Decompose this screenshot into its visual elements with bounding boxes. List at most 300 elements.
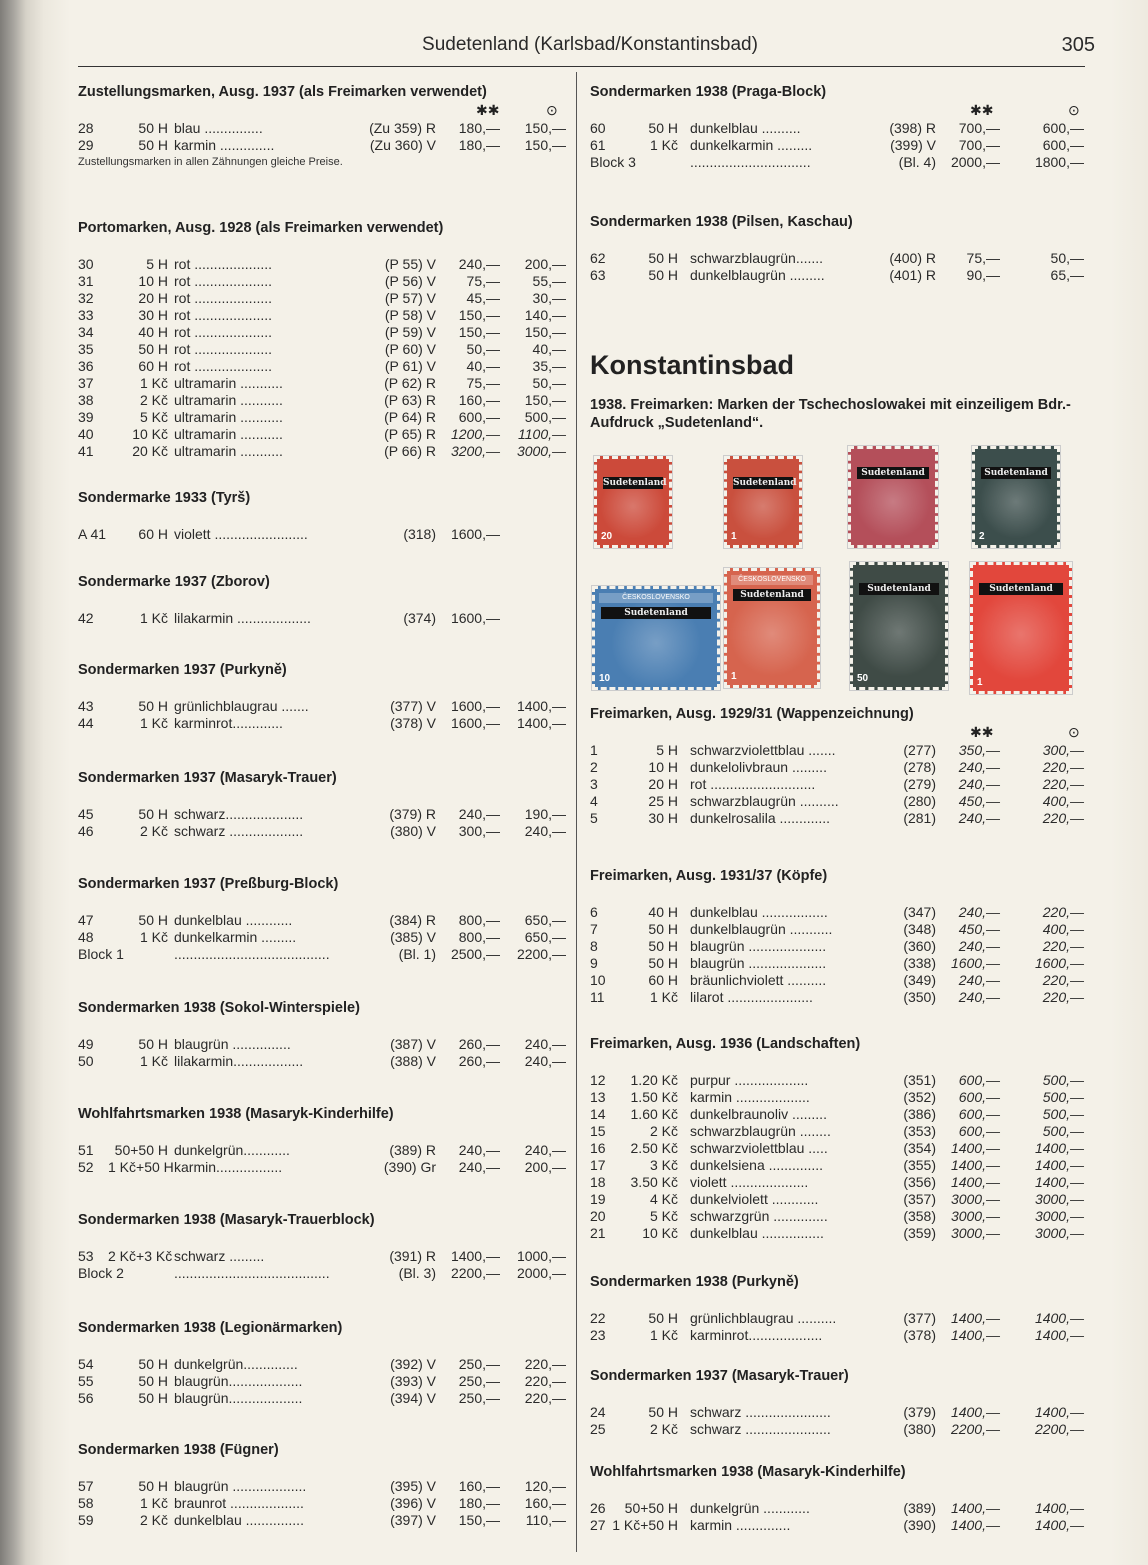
catalog-number: 61 (590, 137, 606, 153)
color-description: dunkelblau .......... (690, 120, 801, 136)
denomination: 1 Kč (139, 1495, 168, 1511)
price-mint: 240,— (958, 989, 1000, 1005)
denomination: 60 H (138, 526, 168, 542)
section-title: Sondermarke 1937 (Zborov) (78, 574, 270, 590)
price-used: 400,— (1042, 793, 1084, 809)
reference-number: (P 64) R (384, 409, 436, 425)
left-section (78, 82, 568, 170)
price-mint: 600,— (458, 409, 500, 425)
section-title: Wohlfahrtsmarken 1938 (Masaryk-Kinderhilfe) (78, 1106, 394, 1122)
reference-number: (378) (903, 1327, 936, 1343)
reference-number: (278) (903, 759, 936, 775)
reference-number: (354) (903, 1140, 936, 1156)
reference-number: (P 55) V (384, 256, 436, 272)
price-used: 1400,— (1034, 1157, 1084, 1173)
catalog-row (78, 409, 568, 426)
price-used: 220,— (1042, 904, 1084, 920)
catalog-number: 21 (590, 1225, 606, 1241)
reference-number: (356) (903, 1174, 936, 1190)
price-mint: 1400,— (950, 1404, 1000, 1420)
denomination: 50+50 H (114, 1142, 168, 1158)
color-description: violett ........................ (174, 526, 308, 542)
color-description: blaugrün ................... (174, 1478, 307, 1494)
price-used: 110,— (525, 1512, 566, 1528)
catalog-row (78, 1495, 568, 1512)
reference-number: (389) (903, 1500, 936, 1516)
catalog-number: 54 (78, 1356, 94, 1372)
price-used: 1400,— (1034, 1140, 1084, 1156)
reference-number: (398) R (889, 120, 936, 136)
reference-number: (395) V (390, 1478, 436, 1494)
denomination: 3.50 Kč (630, 1174, 678, 1190)
denomination: 50 H (648, 120, 678, 136)
denomination: 50 H (138, 1356, 168, 1372)
stamp-overprint: Sudetenland (979, 583, 1063, 595)
price-mint: 3000,— (950, 1208, 1000, 1224)
reference-number: (351) (903, 1072, 936, 1088)
catalog-number: 50 (78, 1053, 94, 1069)
section-title: Sondermarken 1938 (Masaryk-Trauerblock) (78, 1212, 375, 1228)
color-description: blaugrün .................... (690, 955, 827, 971)
price-mint: 1600,— (450, 715, 500, 731)
denomination: 50 H (138, 1036, 168, 1052)
stamp-overprint: Sudetenland (857, 467, 929, 479)
price-mint: 800,— (458, 912, 500, 928)
color-description: schwarzblaugrün .......... (690, 793, 839, 809)
catalog-number: 26 (590, 1500, 606, 1516)
price-mint: 1400,— (950, 1140, 1000, 1156)
color-description: dunkelbraunoliv ......... (690, 1106, 827, 1122)
catalog-number: 22 (590, 1310, 606, 1326)
denomination: 2 Kč+3 Kč (108, 1248, 173, 1264)
catalog-row (78, 307, 568, 324)
left-section (78, 488, 568, 543)
reference-number: (280) (903, 793, 936, 809)
section-title: Freimarken, Ausg. 1936 (Landschaften) (590, 1036, 861, 1052)
color-description: grünlichblaugrau .......... (690, 1310, 837, 1326)
page-number: 305 (1061, 34, 1095, 56)
reference-number: (P 56) V (384, 273, 436, 289)
stamp-image (850, 562, 948, 690)
catalog-number: 42 (78, 610, 94, 626)
catalog-row (78, 1159, 568, 1176)
catalog-row (78, 1248, 568, 1265)
catalog-row (78, 1356, 568, 1373)
price-mint: 160,— (458, 1478, 500, 1494)
catalog-number: 51 (78, 1142, 94, 1158)
catalog-number: 58 (78, 1495, 94, 1511)
stamp-overprint: Sudetenland (733, 589, 811, 601)
price-mint: 2000,— (950, 154, 1000, 170)
color-description: dunkelblau ............ (174, 912, 293, 928)
color-description: blaugrün ............... (174, 1036, 291, 1052)
denomination: 20 Kč (132, 443, 168, 459)
issue-intro-text: 1938. Freimarken: Marken der Tschechoslowakei mit einzeiligem Bdr.-Aufdruck „Sudetenland“. (590, 397, 1071, 431)
catalog-row (78, 1265, 568, 1282)
denomination: 1 Kč (139, 1053, 168, 1069)
catalog-number: 56 (78, 1390, 94, 1406)
stamp-overprint: Sudetenland (733, 478, 797, 488)
denomination: 40 H (648, 904, 678, 920)
stamp-value: 10 (599, 673, 611, 684)
reference-number: (350) (903, 989, 936, 1005)
section-title: Sondermarke 1933 (Tyrš) (78, 490, 251, 506)
stamp-value: 2 (979, 531, 985, 542)
price-mint: 150,— (458, 1512, 500, 1528)
catalog-number: 3 (590, 776, 598, 792)
price-column-marks (590, 724, 1084, 742)
denomination: 50 H (138, 1390, 168, 1406)
denomination: 1 Kč (649, 989, 678, 1005)
denomination: 50 H (138, 806, 168, 822)
price-mint: 1600,— (450, 526, 500, 542)
price-mint: 450,— (958, 793, 1000, 809)
catalog-number: 2 (590, 759, 598, 775)
catalog-number: 20 (590, 1208, 606, 1224)
catalog-number: 48 (78, 929, 94, 945)
catalog-number: 59 (78, 1512, 94, 1528)
catalog-row (590, 1500, 1084, 1517)
color-description: grünlichblaugrau ....... (174, 698, 309, 714)
price-mint: 75,— (966, 250, 1000, 266)
catalog-row (78, 426, 568, 443)
catalog-row (590, 267, 1084, 284)
catalog-row (590, 793, 1084, 810)
price-mint: 1400,— (950, 1500, 1000, 1516)
catalog-number: 1 (590, 742, 598, 758)
price-mint: 600,— (958, 1089, 1000, 1105)
catalog-row (78, 823, 568, 840)
reference-number: (388) V (390, 1053, 436, 1069)
catalog-number: 19 (590, 1191, 606, 1207)
color-description: schwarzgrün .............. (690, 1208, 828, 1224)
color-description: lilarot ...................... (690, 989, 813, 1005)
header-rule (78, 66, 1085, 67)
reference-number: (352) (903, 1089, 936, 1105)
price-mint: 240,— (958, 904, 1000, 920)
reference-number: (393) V (390, 1373, 436, 1389)
price-used: 300,— (1042, 742, 1084, 758)
reference-number: (338) (903, 955, 936, 971)
left-section (78, 1440, 568, 1529)
reference-number: (348) (903, 921, 936, 937)
catalog-row (590, 955, 1084, 972)
reference-number: (P 58) V (384, 307, 436, 323)
price-used: 1000,— (516, 1248, 566, 1264)
denomination: 3 Kč (649, 1157, 678, 1173)
catalog-number: 34 (78, 324, 94, 340)
price-used: 1400,— (1034, 1500, 1084, 1516)
catalog-number: 24 (590, 1404, 606, 1420)
color-description: dunkelkarmin ......... (690, 137, 813, 153)
color-description: ........................................ (174, 946, 330, 962)
reference-number: (P 65) R (384, 426, 436, 442)
price-mint: 240,— (958, 776, 1000, 792)
color-description: schwarzviolettblau ....... (690, 742, 836, 758)
color-description: schwarzblaugrün ........ (690, 1123, 831, 1139)
catalog-number: 44 (78, 715, 94, 731)
denomination: 1 Kč (649, 137, 678, 153)
catalog-number: 29 (78, 137, 94, 153)
reference-number: (399) V (890, 137, 936, 153)
catalog-number: 14 (590, 1106, 606, 1122)
reference-number: (Zu 360) V (369, 137, 436, 153)
price-mint: 240,— (958, 938, 1000, 954)
price-used: 30,— (532, 290, 566, 306)
section-spacer (78, 238, 568, 256)
price-used: 200,— (524, 256, 566, 272)
price-mint: 40,— (466, 358, 500, 374)
section-spacer (78, 1018, 568, 1036)
price-used: 240,— (524, 1142, 566, 1158)
catalog-row (78, 610, 568, 627)
reference-number: (Zu 359) R (369, 120, 436, 136)
price-mint: 45,— (466, 290, 500, 306)
color-description: dunkelblau ................ (690, 1225, 824, 1241)
section-title: Sondermarken 1937 (Masaryk-Trauer) (78, 770, 337, 786)
price-mint: 1600,— (450, 698, 500, 714)
denomination: 5 Kč (649, 1208, 678, 1224)
denomination: 1.20 Kč (630, 1072, 678, 1088)
catalog-row (78, 1390, 568, 1407)
catalog-row (78, 392, 568, 409)
reference-number: (397) V (390, 1512, 436, 1528)
price-mint: 240,— (958, 810, 1000, 826)
price-used: 220,— (1042, 989, 1084, 1005)
price-mint: 260,— (458, 1053, 500, 1069)
denomination: 60 H (648, 972, 678, 988)
price-mint: 350,— (958, 742, 1000, 758)
stamp-overprint: Sudetenland (981, 467, 1051, 479)
right-top-section (590, 212, 1084, 284)
price-used: 3000,— (516, 443, 566, 459)
price-used: 150,— (524, 120, 566, 136)
denomination: 1 Kč+50 H (612, 1517, 678, 1533)
denomination: 1 Kč (139, 715, 168, 731)
catalog-number: 33 (78, 307, 94, 323)
color-description: karminrot............. (174, 715, 283, 731)
color-description: schwarz.................... (174, 806, 304, 822)
catalog-row (78, 715, 568, 732)
catalog-number: 17 (590, 1157, 606, 1173)
catalog-number: 46 (78, 823, 94, 839)
price-used: 220,— (1042, 759, 1084, 775)
color-description: dunkelblaugrün ........... (690, 921, 833, 937)
section-spacer (78, 680, 568, 698)
right-bottom-section (590, 866, 1084, 1006)
color-description: dunkelsiena .............. (690, 1157, 824, 1173)
price-mint: 160,— (458, 392, 500, 408)
denomination: 50+50 H (624, 1500, 678, 1516)
denomination: 50 H (648, 1310, 678, 1326)
catalog-number: 10 (590, 972, 606, 988)
denomination: 50 H (138, 341, 168, 357)
catalog-row (590, 1421, 1084, 1438)
color-description: schwarz ...................... (690, 1421, 831, 1437)
catalog-number: 52 (78, 1159, 94, 1175)
catalog-number: 7 (590, 921, 598, 937)
color-description: ultramarin ........... (174, 392, 283, 408)
color-description: schwarzblaugrün....... (690, 250, 824, 266)
section-title: Sondermarken 1937 (Purkyně) (78, 662, 287, 678)
price-mint: 150,— (458, 307, 500, 323)
color-description: rot .................... (174, 256, 273, 272)
reference-number: (Bl. 4) (898, 154, 936, 170)
stamp-value: 1 (731, 531, 737, 542)
color-description: blau ............... (174, 120, 263, 136)
right-bottom-section (590, 1272, 1084, 1344)
section-title: Freimarken, Ausg. 1929/31 (Wappenzeichnung) (590, 706, 914, 722)
price-used: 150,— (524, 392, 566, 408)
price-mint: 240,— (458, 806, 500, 822)
catalog-row (590, 1310, 1084, 1327)
reference-number: (392) V (390, 1356, 436, 1372)
price-mint: 75,— (466, 375, 500, 391)
catalog-row (590, 972, 1084, 989)
used-mark-icon: ⊙ (546, 102, 558, 118)
denomination: 2 Kč (139, 1512, 168, 1528)
left-section (78, 874, 568, 963)
page-header-title: Sudetenland (Karlsbad/Konstantinsbad) (422, 34, 758, 55)
price-mint: 700,— (958, 120, 1000, 136)
price-used: 3000,— (1034, 1225, 1084, 1241)
denomination: 1 Kč (139, 929, 168, 945)
catalog-row (590, 776, 1084, 793)
price-mint: 240,— (958, 759, 1000, 775)
catalog-row (78, 912, 568, 929)
reference-number: (P 62) R (384, 375, 436, 391)
price-mint: 2200,— (450, 1265, 500, 1281)
color-description: karmin................. (174, 1159, 283, 1175)
denomination: 50 H (648, 955, 678, 971)
denomination: 2 Kč (649, 1421, 678, 1437)
catalog-number: 11 (590, 989, 605, 1005)
reference-number: (385) V (390, 929, 436, 945)
denomination: 30 H (648, 810, 678, 826)
price-used: 500,— (1042, 1123, 1084, 1139)
price-used: 1600,— (1034, 955, 1084, 971)
price-used: 1800,— (1034, 154, 1084, 170)
catalog-number: 23 (590, 1327, 606, 1343)
section-title: Zustellungsmarken, Ausg. 1937 (als Freimarken verwendet) (78, 84, 487, 100)
used-mark-icon: ⊙ (1068, 102, 1080, 118)
denomination: 5 H (656, 742, 678, 758)
price-used: 220,— (524, 1373, 566, 1389)
price-mint: 50,— (466, 341, 500, 357)
reference-number: (359) (903, 1225, 936, 1241)
price-mint: 600,— (958, 1072, 1000, 1088)
denomination: 50 H (648, 938, 678, 954)
reference-number: (P 60) V (384, 341, 436, 357)
price-used: 1400,— (516, 715, 566, 731)
denomination: 50 H (138, 698, 168, 714)
denomination: 50 H (138, 912, 168, 928)
mint-mark: ✱✱ (970, 724, 994, 740)
price-column-marks (78, 102, 568, 120)
denomination: 40 H (138, 324, 168, 340)
denomination: 60 H (138, 358, 168, 374)
catalog-number: 57 (78, 1478, 94, 1494)
section-title: Sondermarken 1938 (Pilsen, Kaschau) (590, 214, 853, 230)
catalog-row (78, 929, 568, 946)
stamp-country-header: ČESKOSLOVENSKO (731, 575, 813, 585)
stamp-value: 1 (977, 677, 983, 688)
price-mint: 180,— (458, 120, 500, 136)
denomination: 2 Kč (139, 823, 168, 839)
price-mint: 75,— (466, 273, 500, 289)
color-description: rot .................... (174, 358, 273, 374)
price-used: 220,— (1042, 938, 1084, 954)
stamp-image (592, 586, 720, 690)
price-used: 500,— (524, 409, 566, 425)
color-description: dunkelgrün............ (174, 1142, 290, 1158)
reference-number: (360) (903, 938, 936, 954)
column-divider (576, 72, 577, 1552)
catalog-row (78, 375, 568, 392)
catalog-number: 40 (78, 426, 94, 442)
catalog-row (78, 698, 568, 715)
catalog-number: 47 (78, 912, 94, 928)
price-used: 140,— (524, 307, 566, 323)
denomination: 50 H (138, 1478, 168, 1494)
left-section (78, 1318, 568, 1407)
price-mint: 1400,— (950, 1310, 1000, 1326)
price-used: 220,— (524, 1390, 566, 1406)
reference-number: (378) V (390, 715, 436, 731)
section-spacer (590, 1482, 1084, 1500)
catalog-row (590, 250, 1084, 267)
catalog-row (78, 290, 568, 307)
color-description: blaugrün................... (174, 1390, 303, 1406)
price-mint: 1400,— (950, 1174, 1000, 1190)
catalog-row (590, 1517, 1084, 1534)
catalog-number: 8 (590, 938, 598, 954)
section-spacer (78, 1124, 568, 1142)
color-description: purpur ................... (690, 1072, 809, 1088)
color-description: dunkelviolett ............ (690, 1191, 819, 1207)
color-description: schwarz ...................... (690, 1404, 831, 1420)
catalog-number: 9 (590, 955, 598, 971)
catalog-row (78, 1053, 568, 1070)
color-description: schwarz ................... (174, 823, 304, 839)
price-used: 50,— (532, 375, 566, 391)
catalog-number: 63 (590, 267, 606, 283)
section-spacer (78, 894, 568, 912)
catalog-row (590, 1327, 1084, 1344)
color-description: rot .................... (174, 341, 273, 357)
price-mint: 2500,— (450, 946, 500, 962)
stamp-image (724, 456, 802, 548)
reference-number: (277) (903, 742, 936, 758)
reference-number: (P 57) V (384, 290, 436, 306)
section-title: Portomarken, Ausg. 1928 (als Freimarken verwendet) (78, 220, 444, 236)
price-used: 120,— (524, 1478, 566, 1494)
price-used: 400,— (1042, 921, 1084, 937)
price-used: 650,— (524, 929, 566, 945)
section-title: Freimarken, Ausg. 1931/37 (Köpfe) (590, 868, 828, 884)
catalog-number: 60 (590, 120, 606, 136)
stamp-image (724, 568, 820, 688)
catalog-row (78, 358, 568, 375)
catalog-number: 39 (78, 409, 94, 425)
denomination: 2 Kč (139, 392, 168, 408)
reference-number: (Bl. 1) (398, 946, 436, 962)
reference-number: (400) R (889, 250, 936, 266)
price-used: 35,— (532, 358, 566, 374)
price-mint: 1400,— (450, 1248, 500, 1264)
price-used: 3000,— (1034, 1191, 1084, 1207)
catalog-number: 37 (78, 375, 94, 391)
